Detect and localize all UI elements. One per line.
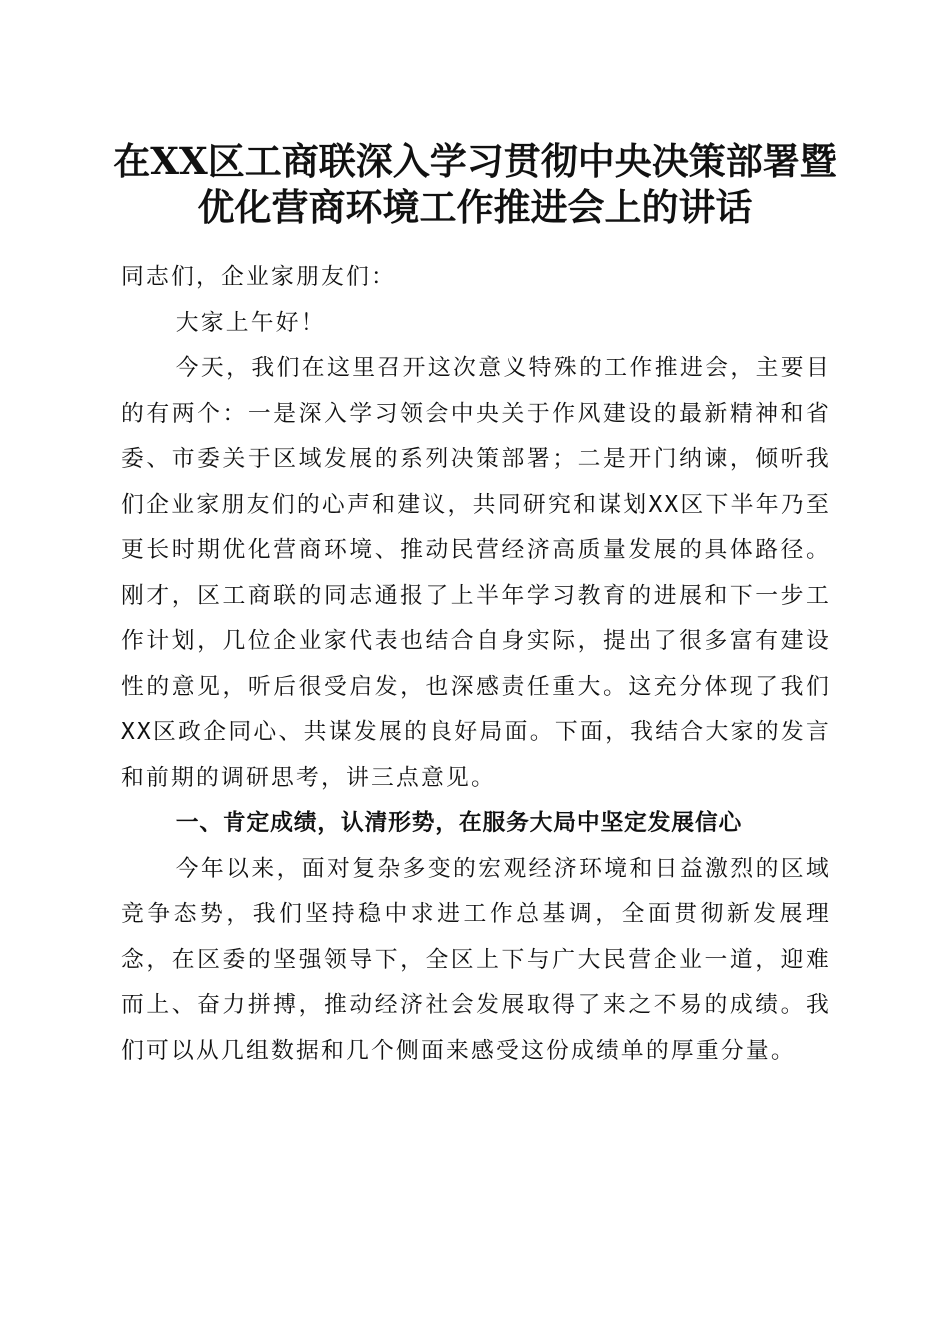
- greeting: 大家上午好！: [175, 309, 326, 336]
- paragraph-achievements: 今年以来，面对复杂多变的宏观经济环境和日益激烈的区域竞争态势，我们坚持稳中求进工作总基调，全面贯彻新发展理念，在区委的坚强领导下，全区上下与广大民营企业一道，迎难而上、奋力拼搏，推动经济社会发展取得了来之不易的成绩。我们可以从几组数据和几个侧面来感受这份成绩单的厚重分量。: [121, 855, 831, 1064]
- salutation: 同志们，企业家朋友们：: [121, 264, 396, 290]
- paragraph-opening: 今天，我们在这里召开这次意义特殊的工作推进会，主要目的有两个：一是深入学习领会中央关于作风建设的最新精神和省委、市委关于区域发展的系列决策部署；二是开门纳谏，倾听我们企业家朋友们的心声和建议，共同研究和谋划XX区下半年乃至更长时期优化营商环境、推动民营经济高质量发展的具体路径。刚才，区工商联的同志通报了上半年学习教育的进展和下一步工作计划，几位企业家代表也结合自身实际，提出了很多富有建设性的意见，听后很受启发，也深感责任重大。这充分体现了我们XX区政企同心、共谋发展的良好局面。下面，我结合大家的发言和前期的调研思考，讲三点意见。: [121, 355, 831, 791]
- section-heading-1: 一、肯定成绩，认清形势，在服务大局中坚定发展信心: [175, 810, 743, 836]
- document-title-line-1: 在XX区工商联深入学习贯彻中央决策部署暨: [113, 139, 837, 183]
- document-title-line-2: 优化营商环境工作推进会上的讲话: [197, 185, 753, 229]
- speech-body: [121, 255, 831, 1074]
